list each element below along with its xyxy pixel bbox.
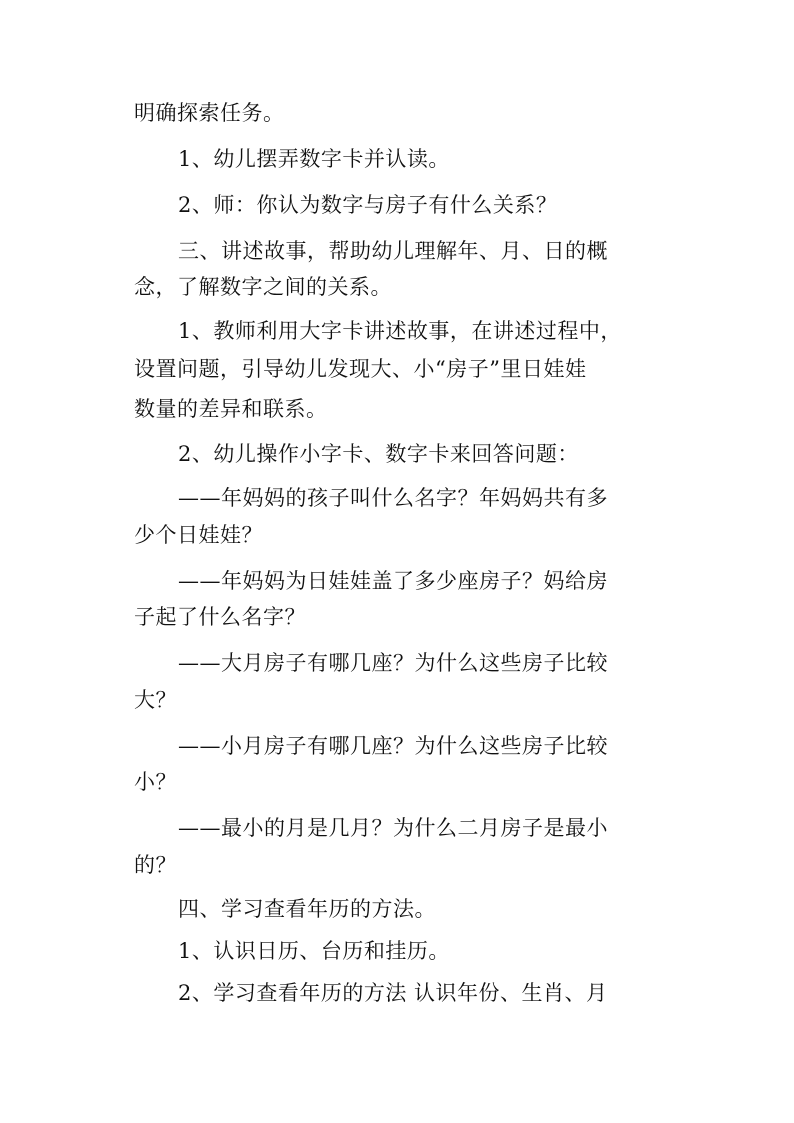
text-line: 2、幼儿操作小字卡、数字卡来回答问题： (178, 442, 579, 466)
text-line: ——小月房子有哪几座？为什么这些房子比较 (178, 734, 608, 758)
text-line: 三、讲述故事，帮助幼儿理解年、月、日的概 (178, 239, 608, 263)
text-line: 数量的差异和联系。 (134, 397, 328, 421)
text-line: 设置问题，引导幼儿发现大、小“房子”里日娃娃 (134, 357, 587, 381)
text-line: 2、师：你认为数字与房子有什么关系？ (178, 193, 558, 217)
text-line: ——最小的月是几月？为什么二月房子是最小 (178, 816, 608, 840)
text-line: 1、幼儿摆弄数字卡并认读。 (178, 147, 450, 171)
text-line: 少个日娃娃？ (134, 523, 263, 547)
text-line: 2、学习查看年历的方法 认识年份、生肖、月 (178, 981, 608, 1005)
text-line: ——年妈妈的孩子叫什么名字？年妈妈共有多 (178, 486, 608, 510)
text-line: ——大月房子有哪几座？为什么这些房子比较 (178, 651, 608, 675)
text-line: 1、认识日历、台历和挂历。 (178, 939, 450, 963)
text-line: 念，了解数字之间的关系。 (134, 275, 392, 299)
text-line: 小？ (134, 770, 177, 794)
text-line: 1、教师利用大字卡讲述故事，在讲述过程中， (178, 319, 622, 343)
text-line: 的？ (134, 853, 177, 877)
text-line: 四、学习查看年历的方法。 (178, 897, 436, 921)
text-line: 子起了什么名字？ (134, 605, 306, 629)
text-line: 大？ (134, 688, 177, 712)
text-line: ——年妈妈为日娃娃盖了多少座房子？妈给房 (178, 569, 608, 593)
text-line: 明确探索任务。 (134, 101, 285, 125)
